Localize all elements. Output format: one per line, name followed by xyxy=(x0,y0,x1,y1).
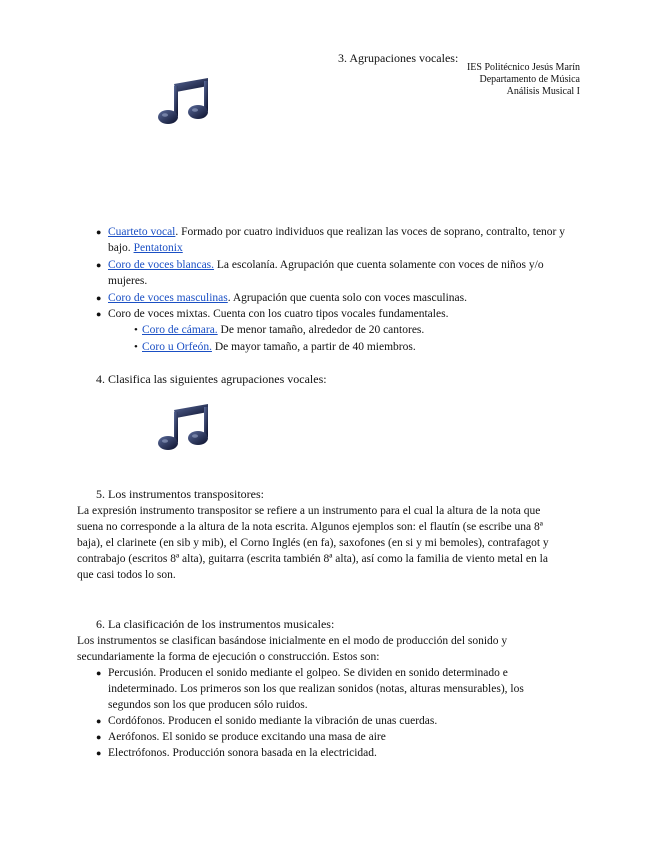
list-item-text: Coro de voces mixtas. Cuenta con los cuatro tipos vocales fundamentales. xyxy=(108,308,449,320)
list-item xyxy=(96,306,576,322)
list-item-text: Aerófonos. El sonido se produce excitando una masa de aire xyxy=(108,731,386,743)
coro-voces-masculinas-link[interactable]: Coro de voces masculinas xyxy=(108,292,228,304)
list-item-text: La escolanía. Agrupación que cuenta solamente con voces de niños y/o mujeres. xyxy=(108,259,544,287)
section6-heading: 6. La clasificación de los instrumentos musicales: xyxy=(96,617,335,631)
section3-heading: 3. Agrupaciones vocales: xyxy=(338,51,459,65)
list-item-text: Percusión. Producen el sonido mediante el golpeo. Se dividen en sonido determinado e indeterminado. Los primeros son los que realizan sonidos (notas, alturas mensurables), los segundos son los que producen sólo ruidos. xyxy=(108,667,524,711)
coro-voces-blancas-link[interactable]: Coro de voces blancas. xyxy=(108,259,215,271)
list-item-text: Cordófonos. Producen el sonido mediante la vibración de unas cuerdas. xyxy=(108,715,438,727)
vocal-groups-list xyxy=(96,224,576,322)
list-item xyxy=(96,729,546,745)
list-item-text: . Formado por cuatro individuos que realizan las voces de soprano, contralto, tenor y bajo. xyxy=(108,226,566,254)
list-item xyxy=(96,745,546,761)
cuarteto-vocal-link[interactable]: Cuarteto vocal xyxy=(108,226,176,238)
list-item-text: De mayor tamaño, a partir de 40 miembros. xyxy=(211,341,416,353)
list-item xyxy=(134,322,574,338)
instrument-classification-list xyxy=(96,665,546,761)
list-item xyxy=(96,290,576,306)
music-notes-icon xyxy=(156,78,214,126)
list-item-text: Electrófonos. Producción sonora basada en la electricidad. xyxy=(108,747,377,759)
list-item xyxy=(134,339,574,355)
section5-heading: 5. Los instrumentos transpositores: xyxy=(96,487,264,501)
school-header xyxy=(340,62,580,98)
mixed-choir-sublist xyxy=(134,322,574,355)
list-item-text: . Agrupación que cuenta solo con voces masculinas. xyxy=(227,292,467,304)
coro-camara-link[interactable]: Coro de cámara. xyxy=(142,324,218,336)
section4-heading: 4. Clasifica las siguientes agrupaciones vocales: xyxy=(96,372,327,386)
classification-intro: Los instrumentos se clasifican basándose inicialmente en el modo de producción del sonido y secundariamente la forma de ejecución o construcción. Estos son: xyxy=(77,635,508,663)
list-item xyxy=(96,665,546,713)
school-name: IES Politécnico Jesús Marín xyxy=(466,62,580,73)
coro-orfeon-link[interactable]: Coro u Orfeón. xyxy=(142,341,212,353)
music-notes-icon xyxy=(156,404,214,452)
transposing-instruments-paragraph: La expresión instrumento transpositor se refiere a un instrumento para el cual la altura de la nota que suena no corresponde a la altura de la nota escrita. Algunos ejemplos son: el flautín (se escribe una 8ª baja), el clarinete (en sib y mib), el Corno Inglés (en fa), saxofones (en si y mi bemoles), contrafagot y contrabajo (escritos 8ª alta), guitarra (escrita también 8ª alta), así como la familia de viento metal en la que casi todos lo son. xyxy=(77,505,549,581)
department-name: Departamento de Música xyxy=(479,74,580,85)
list-item xyxy=(96,224,576,256)
course-name: Análisis Musical I xyxy=(506,86,580,97)
list-item xyxy=(96,713,546,729)
pentatonix-link[interactable]: Pentatonix xyxy=(133,242,183,254)
list-item xyxy=(96,257,576,289)
list-item-text: De menor tamaño, alrededor de 20 cantores. xyxy=(217,324,425,336)
